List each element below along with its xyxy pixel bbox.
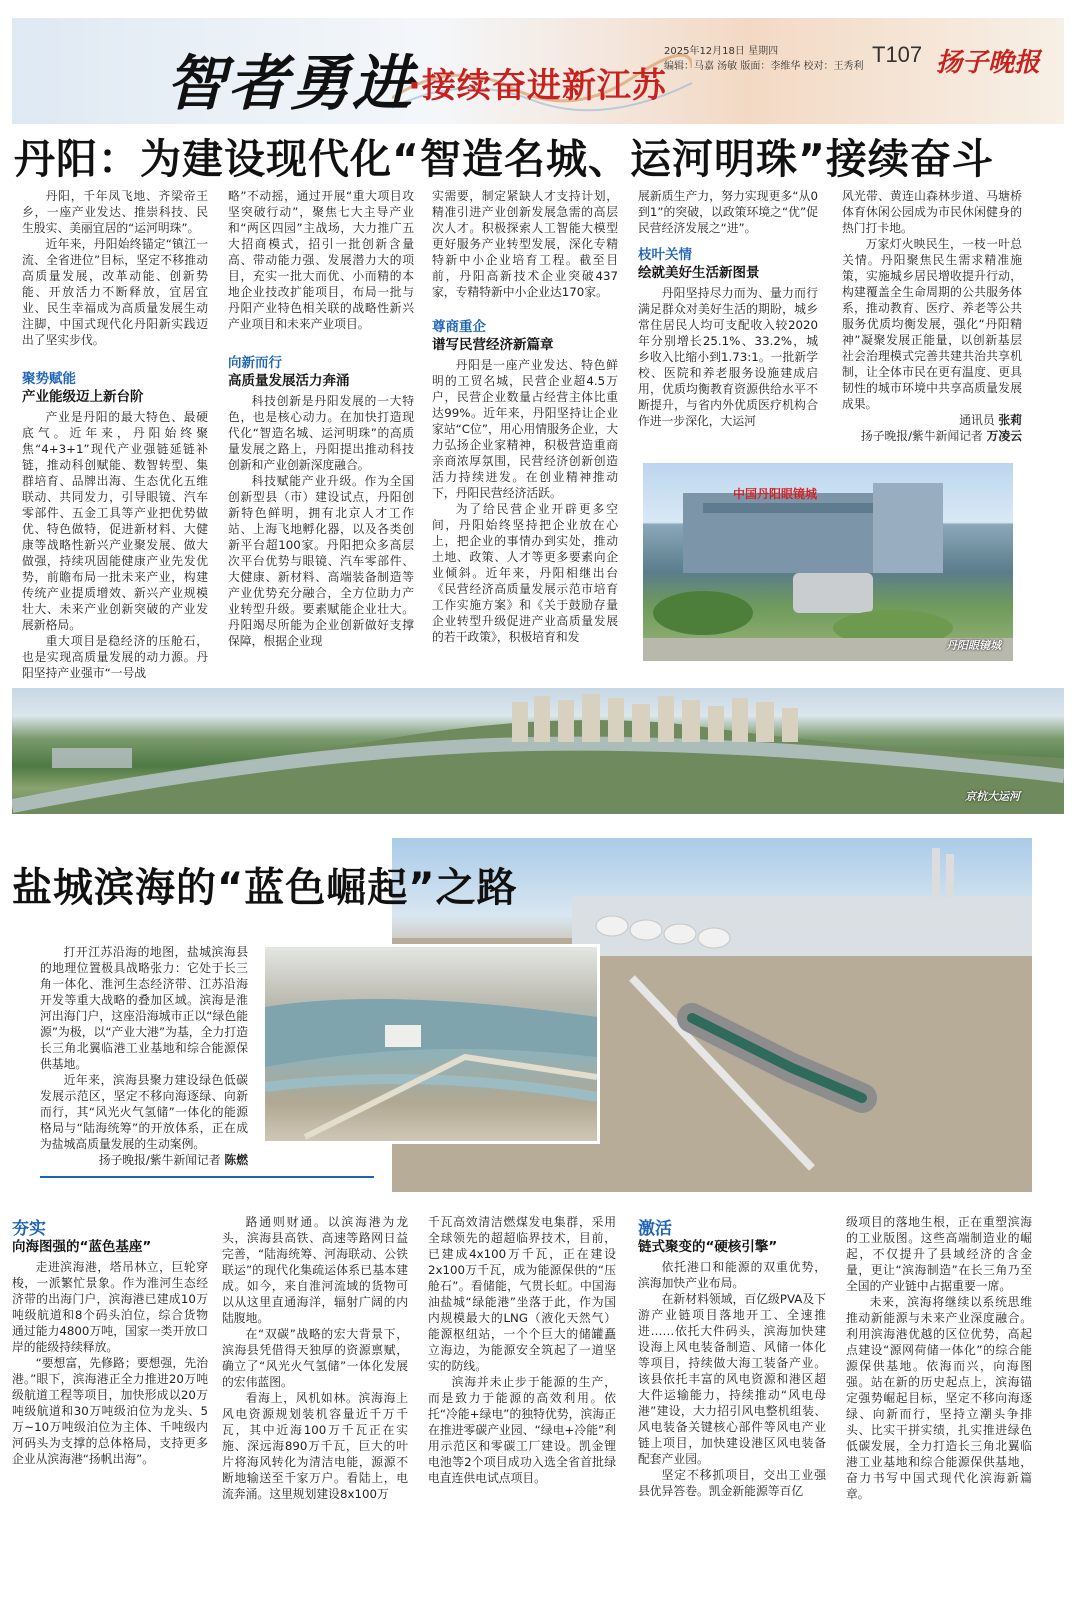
paragraph: 走进滨海港，塔吊林立，巨轮穿梭，一派繁忙景象。作为淮河生态经济带的出海门户，滨海港已建成10万吨级航道和8个码头泊位，综合货物通过能力4800万吨，国家一类开放口岸的能级持续释放。 (12, 1260, 208, 1354)
paragraph: 略”不动摇，通过开展“重大项目攻坚突破行动”，聚焦七大主导产业和“两区四园”主战场，大力推广五大招商模式，招引一批创新含量高、带动能力强、发展潜力大的项目，充实一批大而优、小而精的本地企业技改扩能项目，布局一批与丹阳产业特色相关联的战略性新兴产业项目和未来产业项目。 (228, 189, 414, 331)
banner-slogan: ·接续奋进新江苏 (408, 66, 667, 106)
paragraph: 近年来，丹阳始终锚定“镇江一流、全省进位”目标，坚定不移推动高质量发展，改革动能、创新势能、开放活力不断释放，宜居宜业、民生幸福成为高质量发展生动注脚，中国式现代化丹阳新实践迈出了坚实步伐。 (22, 237, 208, 347)
article2-column-3 (428, 1214, 616, 1486)
byline-name: 陈燃 (224, 1153, 248, 1167)
paragraph: 在“双碳”战略的宏大背景下，滨海县凭借得天独厚的资源禀赋，确立了“风光火气氢储”一体化发展的宏伟蓝图。 (222, 1327, 408, 1389)
section-divider (40, 1176, 374, 1178)
paragraph: 滨海并未止步于能源的生产，而是致力于能源的高效利用。依托“冷能+绿电”的独特优势，滨海正在推进零碳产业园、“绿电+冷能”利用示范区和零碳工厂建设。凯金锂电池等2个项目成功入选全省首批绿电直连供电试点项目。 (428, 1375, 616, 1485)
paragraph: 科技赋能产业升级。作为全国创新型县（市）建设试点，丹阳创新特色鲜明，拥有北京人才工作站、上海飞地孵化器，以及各类创新平台超100家。丹阳把众多高层次平台优势与眼镜、汽车零部件、大健康、新材料、高端装备制造等产业优势充分融合，全方位助力产业转型升级。要素赋能企业壮大。丹阳竭尽所能为企业创新做好支撑保障，根据企业现 (228, 474, 414, 648)
paragraph: 看海上，风机如林。滨海海上风电资源规划装机容量近千万千瓦，其中近海100万千瓦正在实施、深远海890万千瓦，巨大的叶片将海风转化为清洁电能，源源不断地输送至千家万户。看陆上，电流奔涌。这里规划建设8x100万 (222, 1391, 408, 1501)
paragraph: 展新质生产力，努力实现更多“从0到1”的突破，以政策环境之“优”促民营经济发展之“进”。 (638, 189, 818, 235)
article1-column-3 (432, 188, 618, 645)
photo-glasses-city (640, 460, 1016, 664)
photo-caption: 丹阳眼镜城 (946, 639, 1001, 652)
byline-label: 扬子晚报/紫牛新闻记者 (860, 429, 983, 443)
section-kicker: 尊商重企 (432, 319, 486, 335)
editor-credits: 编辑：马嘉 汤敏 版面：李维华 校对：王秀利 (664, 61, 864, 72)
section-title: 谱写民营经济新篇章 (432, 337, 554, 353)
article1-headline: 丹阳：为建设现代化“智造名城、运河明珠”接续奋斗 (14, 135, 994, 183)
paragraph: 风光带、黄连山森林步道、马塘桥体育休闲公园成为市民休闲健身的热门打卡地。 (842, 189, 1022, 235)
section-kicker: 枝叶关情 (638, 247, 692, 263)
coastal-sluice-illustration (265, 947, 597, 1141)
paragraph: 实需要，制定紧缺人才支持计划，精准引进产业创新发展急需的高层次人才。积极探索人工智能大模型更好服务产业转型发展，深化专精特新中小企业培育工程。截至目前，丹阳高新技术企业突破437家，专精特新中小企业达170家。 (432, 189, 618, 299)
photo-caption: 京杭大运河 (965, 790, 1020, 803)
section-kicker: 激活 (638, 1219, 672, 1239)
article2-column-1 (12, 1214, 208, 1467)
paragraph: 未来，滨海将继续以系统思维推动新能源与未来产业深度融合。利用滨海港优越的区位优势，高起点建设“源网荷储一体化”的综合能源保供基地。依海而兴，向海图强。站在新的历史起点上，滨海锚定强势崛起目标，坚定不移向海逐绿、向新而行，坚持立潮头争排头、比实干拼实绩，扎实推进绿色低碳发展，全力打造长三角北翼临港工业基地和综合能源保供基地，奋力书写中国式现代化滨海新篇章。 (846, 1295, 1032, 1501)
article2-column-5 (846, 1214, 1032, 1502)
article2-column-2 (222, 1214, 408, 1502)
paragraph: 丹阳坚持尽力而为、量力而行满足群众对美好生活的期盼，城乡常住居民人均可支配收入较2020年分别增长25.1%、33.2%，城乡收入比缩小到1.73:1。一批新学校、医院和养老服务设施建成启用，优质均衡教育资源供给水平不断提升，与省内外优质医疗机构合作进一步深化，大运河 (638, 286, 818, 428)
byline (842, 428, 1022, 444)
glasses-city-illustration (643, 463, 1013, 661)
banner-meta (664, 44, 864, 74)
article1-column-1 (22, 188, 208, 681)
paragraph: 级项目的落地生根，正在重塑滨海的工业版图。这些高端制造业的崛起，不仅提升了县域经济的含金量，更让“滨海制造”在长三角乃至全国的产业链中占据重要一席。 (846, 1215, 1032, 1293)
paragraph: 科技创新是丹阳发展的一大特色，也是核心动力。在加快打造现代化“智造名城、运河明珠”的高质量发展之路上，丹阳提出推动科技创新和产业创新深度融合。 (228, 394, 414, 472)
section-kicker: 夯实 (12, 1219, 46, 1239)
byline (40, 1152, 248, 1168)
paragraph: 重大项目是稳经济的压舱石，也是实现高质量发展的动力源。丹阳坚持产业强市“一号战 (22, 634, 208, 680)
paragraph: 路通则财通。以滨海港为龙头，滨海县高铁、高速等路网日益完善，“陆海统筹、河海联动、公铁联运”的现代化集疏运体系已基本建成。如今，来自淮河流域的货物可以从这里直通海洋，辐射广阔的内陆腹地。 (222, 1215, 408, 1325)
issue-date: 2025年12月18日 星期四 (664, 46, 779, 57)
paragraph: 打开江苏沿海的地图，盐城滨海县的地理位置极具战略张力：它处于长三角一体化、淮河生态经济带、江苏沿海开发等重大战略的叠加区域。滨海是淮河出海门户，这座沿海城市正以“绿色能源”为极，以“产业大港”为基，全力打造长三角北翼临港工业基地和综合能源保供基地。 (40, 945, 248, 1071)
byline-name: 万凌云 (986, 429, 1022, 443)
paragraph: 在新材料领域，百亿级PVA及下游产业链项目落地开工、全速推进……依托大件码头，滨海加快建设海上风电装备制造、风储一体化等项目，持续做大海工装备产业。该县依托丰富的风电资源和港区超大件运输能力，持续推动“风电母港”建设，大力招引风电整机组装、风电装备关键核心部件等风电产业链上项目，加快建设港区风电装备配套产业园。 (638, 1292, 826, 1466)
byline-label: 扬子晚报/紫牛新闻记者 (98, 1153, 221, 1167)
banner-calligraphy-title: 智者勇进 (166, 49, 414, 119)
article2-column-4 (638, 1214, 826, 1499)
paragraph: 近年来，滨海县聚力建设绿色低碳发展示范区，坚定不移向海逐绿、向新而行，其“风光火气氢储”一体化的能源格局与“陆海统筹”的开放体系，正在成为盐城高质量发展的生动案例。 (40, 1073, 248, 1151)
section-title: 高质量发展活力奔涌 (228, 373, 350, 389)
section-title: 向海图强的“蓝色基座” (12, 1239, 152, 1255)
section-kicker: 聚势赋能 (22, 371, 76, 387)
paragraph: 丹阳，千年凤飞地、齐梁帝王乡，一座产业发达、推崇科技、民生殷实、美丽宜居的“运河明珠”。 (22, 189, 208, 235)
section-title: 绘就美好生活新图景 (638, 265, 760, 281)
byline-name: 张莉 (998, 413, 1022, 427)
photo-coastal-sluice (262, 944, 600, 1144)
byline-label: 通讯员 (959, 413, 995, 427)
paragraph: 为了给民营企业开辟更多空间，丹阳始终坚持把企业放在心上，把企业的事情办到实处，推动土地、政策、人才等更多要素向企业倾斜。近年来，丹阳相继出台《民营经济高质量发展示范市培育工作实施方案》和《关于鼓励存量企业转型升级促进产业高质量发展的若干政策》，积极培育和发 (432, 502, 618, 644)
paragraph: “要想富，先修路；要想强，先治港。”眼下，滨海港正全力推进20万吨级航道工程等项目，加快形成以20万吨级航道和30万吨级泊位为龙头、5万~10万吨级泊位为主体、千吨级内河码头为支撑的总体格局，支持更多企业从滨海港“扬帆出海”。 (12, 1356, 208, 1466)
section-title: 链式聚变的“硬核引擎” (638, 1239, 778, 1255)
photo-canal-panorama (12, 688, 1064, 814)
paragraph: 千瓦高效清洁燃煤发电集群，采用全球领先的超超临界技术，目前，已建成4x100万千瓦，正在建设2x100万千瓦，成为能源保供的“压舱石”。看储能，气贯长虹。中国海油盐城“绿能港”坐落于此，作为国内规模最大的LNG（液化天然气）能源枢纽站，一个个巨大的储罐矗立海边，为能源安全筑起了一道坚实的防线。 (428, 1215, 616, 1373)
paragraph: 依托港口和能源的双重优势，滨海加快产业布局。 (638, 1260, 826, 1290)
paragraph: 产业是丹阳的最大特色、最硬底气。近年来，丹阳始终聚焦“4+3+1”现代产业强链延链补链，推动科创赋能、数智转型、集群培育、品牌出海、生态优化五维联动、共同发力，引导眼镜、汽车零部件、五金工具等产业把优势做优、特色做特，促进新材料、大健康等战略性新兴产业聚发展、做大做强，持续巩固能健康产业先发优势，前瞻布局一批未来产业，构建传统产业提质增效、新兴产业规模壮大、未来产业创新突破的产业发展新格局。 (22, 410, 208, 632)
paragraph: 坚定不移抓项目，交出工业强县优异答卷。凯金新能源等百亿 (638, 1468, 826, 1498)
byline (842, 412, 1022, 428)
article2-headline: 盐城滨海的“蓝色崛起”之路 (12, 865, 518, 911)
article2-intro (40, 944, 248, 1168)
article1-column-5 (842, 188, 1022, 444)
section-kicker: 向新而行 (228, 355, 282, 371)
page-banner (12, 18, 1064, 124)
article1-column-4 (638, 188, 818, 429)
page-number: T107 (872, 42, 923, 67)
building-sign: 中国丹阳眼镜城 (733, 487, 818, 501)
paragraph: 丹阳是一座产业发达、特色鲜明的工贸名城，民营企业超4.5万户，民营企业数量占经营主体比重达99%。近年来，丹阳坚持让企业家站“C位”，用心用情服务企业，大力弘扬企业家精神，积极营造重商亲商浓厚氛围，民营经济创新创造活力持续迸发。在创业精神推动下，丹阳民营经济活跃。 (432, 358, 618, 500)
canal-panorama-illustration (12, 688, 1064, 814)
article1-column-2 (228, 188, 414, 649)
section-title: 产业能级迈上新台阶 (22, 389, 144, 405)
newspaper-logo: 扬子晚报 (936, 48, 1041, 78)
paragraph: 万家灯火映民生，一枝一叶总关情。丹阳聚焦民生需求精准施策，实施城乡居民增收提升行动，构建覆盖全生命周期的公共服务体系，推动教育、医疗、养老等公共服务优质均衡发展，强化“丹阳精神”凝聚发展正能量，以创新基层社会治理模式完善共建共治共享机制，让全体市民在更有温度、更具韧性的城市环境中共享高质量发展成果。 (842, 237, 1022, 411)
